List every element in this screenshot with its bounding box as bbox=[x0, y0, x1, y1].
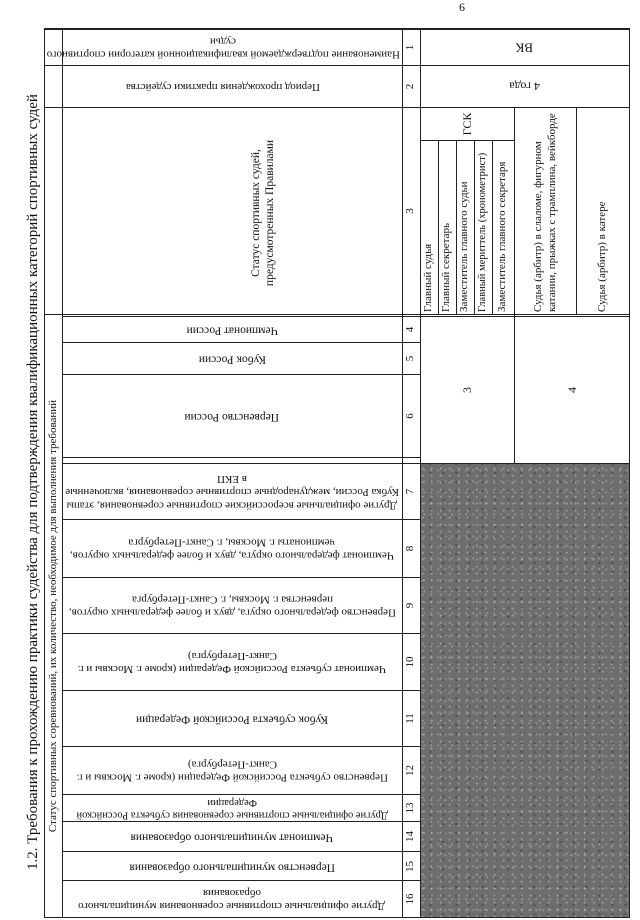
page-number: 6 bbox=[459, 0, 465, 14]
header-municipal-junior: Первенство муниципального образования bbox=[129, 861, 335, 874]
header-subject-cup: Кубок субъекта Российской Федерации bbox=[135, 713, 329, 726]
header-subject-other: Другие официальные спортивные соревнования субъекта Российской Федерации bbox=[76, 797, 388, 821]
header-cup-russia: Кубок России bbox=[198, 353, 266, 366]
gsk-role-5: Заместитель главного секретаря bbox=[496, 161, 509, 312]
header-municipal-championship: Чемпионат муниципального образования bbox=[130, 831, 334, 844]
col-number-11: 11 bbox=[404, 713, 417, 724]
requirements-table bbox=[44, 28, 630, 918]
header-municipal-other: Другие официальные спортивные соревнования муниципального образования bbox=[78, 887, 386, 913]
judge-role-2: Судья (арбитр) в катере bbox=[596, 201, 609, 312]
gsk-label: ГСК bbox=[459, 112, 474, 136]
header-subject-junior: Первенство субъекта Российской Федерации (кроме г. Москвы и г. Санкт-Петербурга) bbox=[76, 758, 388, 784]
header-competition-status-group: Статус спортивных соревнований, их количество, необходимое для выполнения требований bbox=[46, 399, 59, 833]
col-number-3: 3 bbox=[404, 208, 417, 214]
header-junior-championship-russia: Первенство России bbox=[184, 410, 280, 423]
gsk-role-4: Главный мериттель (хронометрист) bbox=[476, 152, 488, 312]
col-number-8: 8 bbox=[404, 545, 417, 552]
header-federal-district-junior: Первенство федерального округа, двух и более федеральных округов, первенства г. Москвы, г. Санкт-Петербурга bbox=[68, 593, 396, 619]
header-subject-championship: Чемпионат субъекта Российской Федерации (кроме г. Москвы и г. Санкт-Петербурга) bbox=[77, 650, 387, 676]
col-number-6: 6 bbox=[404, 413, 417, 419]
header-period: Период прохождения практики судейства bbox=[126, 81, 320, 94]
gsk-required-count: 3 bbox=[459, 387, 474, 393]
col-number-5: 5 bbox=[404, 355, 417, 362]
header-category: Наименование подтверждаемой квалификационной категории спортивного судьи bbox=[46, 35, 400, 61]
header-judge-status: Статус спортивных судей, предусмотренных Правилами bbox=[250, 139, 276, 287]
col-number-14: 14 bbox=[404, 831, 417, 842]
gsk-role-3: Заместитель главного судьи bbox=[458, 181, 471, 312]
col-number-10: 10 bbox=[404, 656, 417, 668]
gsk-role-2: Главный секретарь bbox=[440, 223, 453, 312]
col-number-16: 16 bbox=[404, 893, 417, 905]
judge-required-count: 4 bbox=[564, 387, 579, 393]
gsk-role-1: Главный судья bbox=[422, 243, 435, 312]
col-number-1: 1 bbox=[404, 44, 417, 51]
col-number-4: 4 bbox=[404, 326, 417, 333]
judge-role-1: Судья (арбитр) в слаломе, фигурном катании, прыжках с трамплина, вейкборде bbox=[532, 113, 558, 312]
category-value: ВК bbox=[515, 40, 534, 56]
col-number-9: 9 bbox=[404, 602, 417, 609]
col-number-2: 2 bbox=[404, 83, 417, 90]
col-number-7: 7 bbox=[404, 488, 417, 495]
col-number-15: 15 bbox=[404, 861, 417, 872]
section-title: 1.2. Требования к прохождению практики судейства для подтверждения квалификационных категорий спортивных судей bbox=[24, 94, 41, 870]
header-federal-district-championship: Чемпионат федерального округа, двух и более федеральных округов, чемпионаты г. Москвы, г. Санкт-Петербурга bbox=[69, 536, 395, 562]
period-value: 4 года bbox=[509, 79, 540, 94]
header-other-all-russian: Другие официальные всероссийские спортивные соревнования, этапы Кубка России, международные спортивные соревнования, включенные в ЕКП bbox=[65, 472, 399, 512]
shaded-not-applicable-area bbox=[420, 464, 630, 918]
col-number-13: 13 bbox=[404, 802, 417, 814]
header-championship-russia: Чемпионат России bbox=[186, 324, 278, 337]
col-number-12: 12 bbox=[404, 765, 417, 776]
